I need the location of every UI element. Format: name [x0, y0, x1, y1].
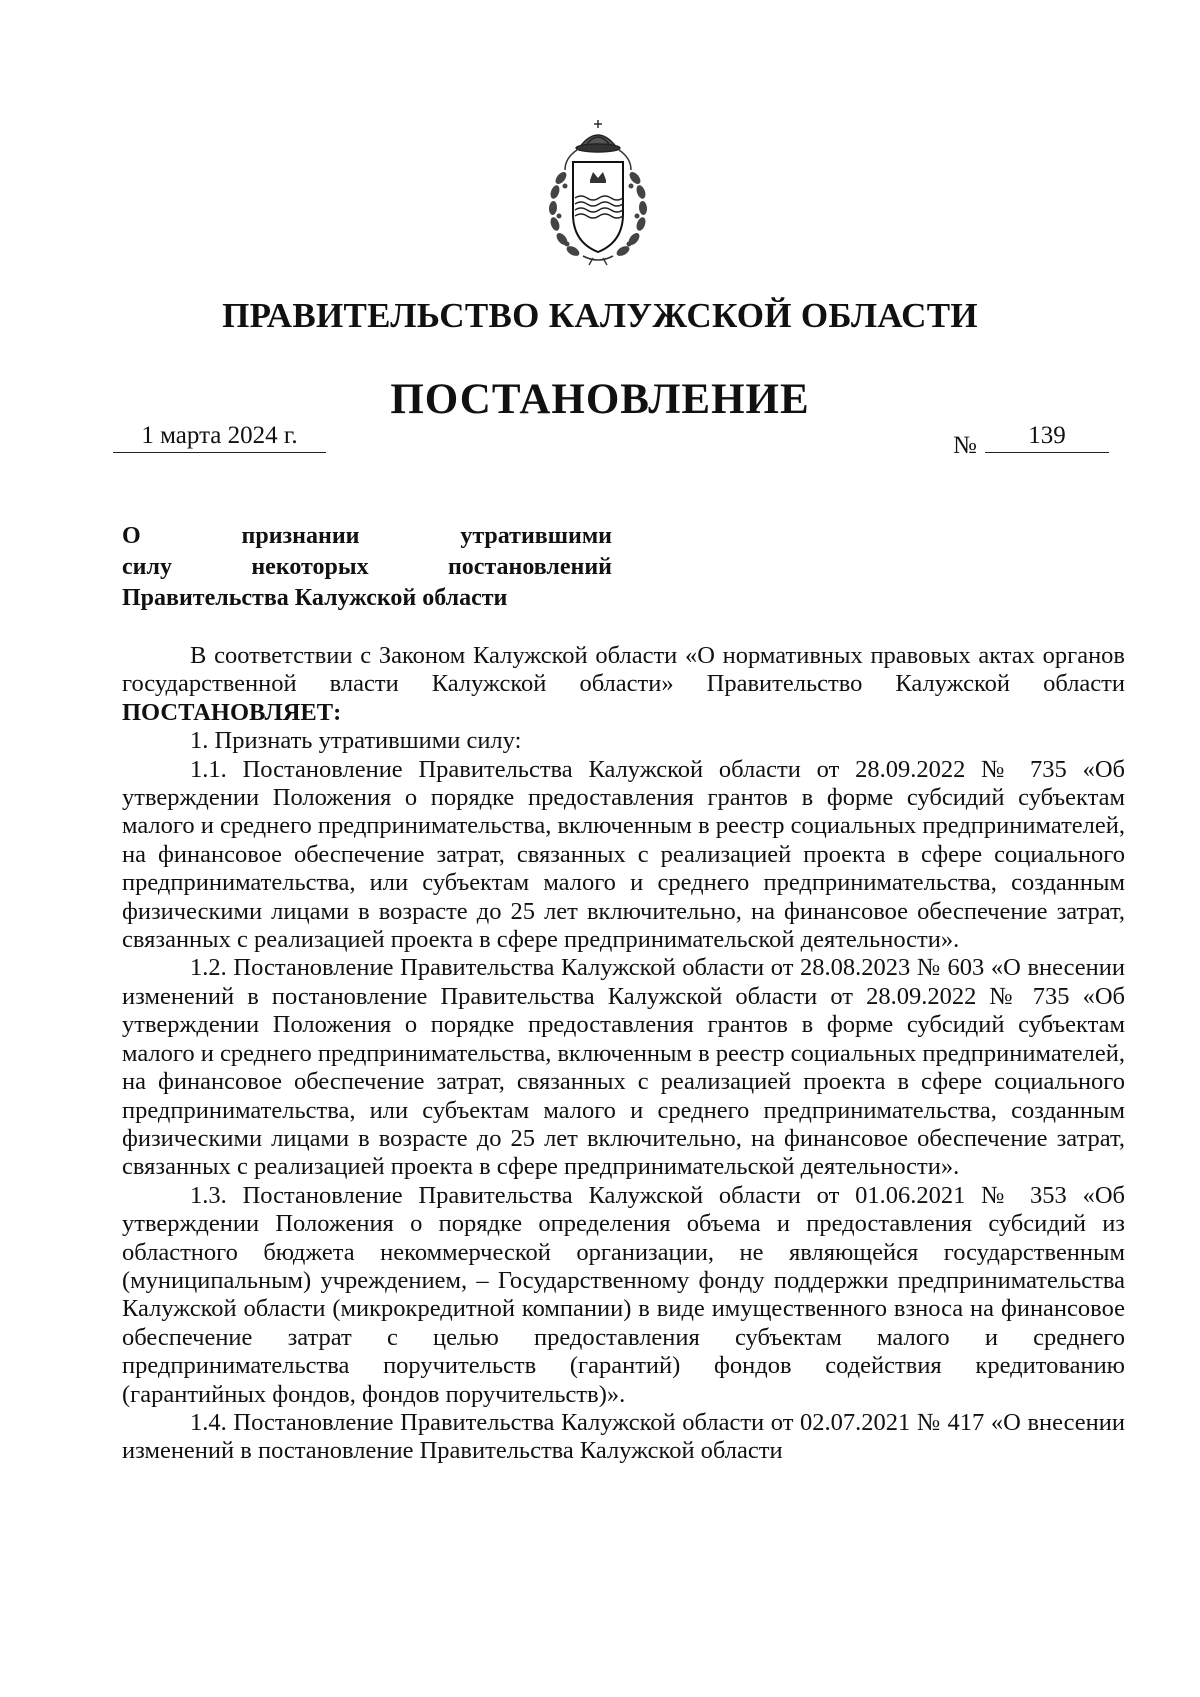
- clause-1-2: 1.2. Постановление Правительства Калужской области от 28.08.2023 № 603 «О внесении изменений в постановление Правительства Калужской области от 28.09.2022 № 735 «Об утверждении Положения о порядке предоставления грантов в форме субсидий субъектам малого и среднего предпринимательства, включенным в реестр социальных предпринимателей, на финансовое обеспечение затрат, связанных с реализацией проекта в сфере социального предпринимательства, или субъектам малого и среднего предпринимательства, созданным физическими лицами в возрасте до 25 лет включительно, на финансовое обеспечение затрат, связанных с реализацией проекта в сфере предпринимательской деятельности».: [122, 954, 1125, 1181]
- clause-1: 1. Признать утратившими силу:: [190, 727, 522, 755]
- document-number: 139: [985, 422, 1109, 453]
- intro-paragraph: [122, 642, 1125, 727]
- subject-line: Правительства Калужской области: [122, 585, 508, 611]
- clause-1-4: 1.4. Постановление Правительства Калужской области от 02.07.2021 № 417 «О внесении изменений в постановление Правительства Калужской области: [122, 1408, 1125, 1465]
- document-type-title: ПОСТАНОВЛЕНИЕ: [390, 376, 810, 423]
- document-body: [122, 642, 1125, 1466]
- subject-line: силу некоторых постановлений: [122, 554, 612, 580]
- organization-title: ПРАВИТЕЛЬСТВО КАЛУЖСКОЙ ОБЛАСТИ: [222, 296, 978, 335]
- clause-1-1: 1.1. Постановление Правительства Калужской области от 28.09.2022 № 735 «Об утверждении Положения о порядке предоставления грантов в форме субсидий субъектам малого и среднего предпринимательства, включенным в реестр социальных предпринимателей, на финансовое обеспечение затрат, связанных с реализацией проекта в сфере социального предпринимательства, или субъектам малого и среднего предпринимательства, созданным физическими лицами в возрасте до 25 лет включительно, на финансовое обеспечение затрат, связанных с реализацией проекта в сфере предпринимательской деятельности».: [122, 755, 1125, 954]
- document-date: 1 марта 2024 г.: [113, 422, 326, 453]
- intro-text: В соответствии с Законом Калужской области «О нормативных правовых актах органов государственной власти Калужской области» Правительство Калужской области: [122, 642, 1125, 698]
- subject-line: О признании утратившими: [122, 523, 612, 549]
- number-label: №: [953, 432, 977, 459]
- document-subject: [122, 521, 612, 614]
- clause-1-3: 1.3. Постановление Правительства Калужской области от 01.06.2021 № 353 «Об утверждении Положения о порядке определения объема и предоставления субсидий из областного бюджета некоммерческой организации, не являющейся государственным (муниципальным) учреждением, – Государственному фонду поддержки предпринимательства Калужской области (микрокредитной компании) в виде имущественного взноса на финансовое обеспечение затрат с целью предоставления субъектам малого и среднего предпринимательства поручительств (гарантий) фондов содействия кредитованию (гарантийных фондов, фондов поручительств)».: [122, 1181, 1125, 1408]
- resolves-keyword: ПОСТАНОВЛЯЕТ:: [122, 698, 342, 726]
- coat-of-arms-icon: [535, 118, 661, 266]
